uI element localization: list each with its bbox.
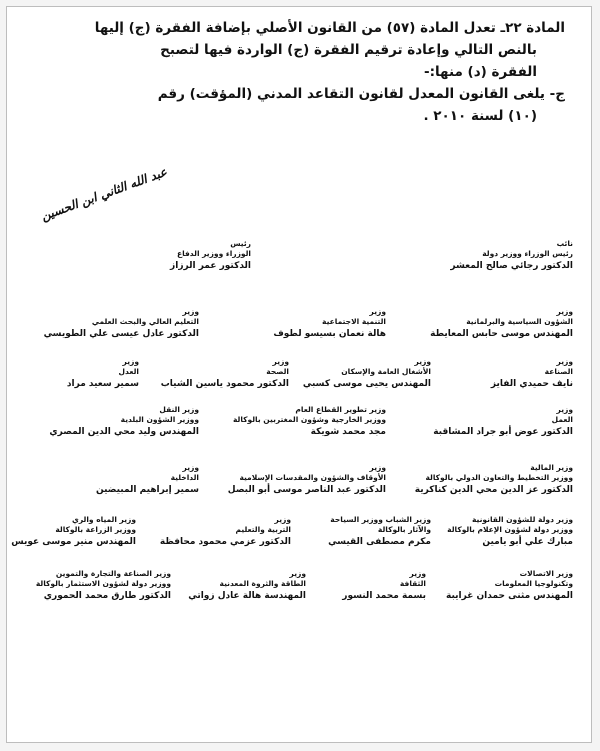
signatory-block: [21, 569, 171, 603]
clause-line: بالنص التالي وإعادة ترقيم الفقرة (ج) الواردة فيها لتصبح: [160, 42, 537, 58]
signatory-name: الدكتور محمود ياسين الشياب: [160, 379, 289, 389]
signatory-block: [176, 569, 306, 603]
signatory-title: ووزير الخارجية وشؤون المغتربين بالوكالة: [232, 415, 386, 424]
signatory-name: المهندس مثنى حمدان غرايبة: [446, 591, 573, 601]
signatory-name: سمير سعيد مراد: [66, 379, 139, 389]
royal-signature: عبد الله الثاني ابن الحسين: [39, 164, 169, 224]
signatory-block: [29, 357, 139, 391]
signatory-title: وزير: [182, 307, 199, 316]
signatory-title: وزير المالية: [530, 463, 573, 472]
signatory-title: وزير: [274, 515, 291, 524]
signatory-title: ووزير الزراعة بالوكالة: [55, 525, 136, 534]
signatory-block: [443, 357, 573, 391]
signatory-title: وزير: [556, 307, 573, 316]
signatory-title: الأشغال العامة والإسكان: [341, 367, 431, 376]
clause-line: (١٠) لسنة ٢٠١٠ .: [423, 108, 537, 124]
signatory-title: التعليم العالي والبحث العلمي: [91, 317, 199, 326]
clause-line: ج- يلغى القانون المعدل لقانون التقاعد المدني (المؤقت) رقم: [157, 86, 565, 102]
signatory-title: وزير النقل: [159, 405, 199, 414]
signatory-name: الدكتور طارق محمد الحموري: [43, 591, 171, 601]
signatory-title: وزير: [369, 463, 386, 472]
signatory-name: المهندس وليد محي الدين المصري: [49, 427, 199, 437]
signatory-name: الدكتور عبد الناصر موسى أبو البصل: [227, 485, 386, 495]
signatory-title: الثقافة: [399, 579, 426, 588]
signatory-title: وزير: [556, 357, 573, 366]
signatory-title: ووزير دولة لشؤون الاستثمار بالوكالة: [35, 579, 171, 588]
signatory-name: الدكتور عوض أبو جراد المشاقبة: [433, 427, 573, 437]
clause-line: الفقرة (د) منها:-: [423, 64, 537, 80]
signatory-title: الأوقاف والشؤون والمقدسات الإسلامية: [239, 473, 386, 482]
signatory-name: الدكتور عز الدين محي الدين كناكرية: [414, 485, 573, 495]
signatory-title: التربية والتعليم: [235, 525, 291, 534]
signatory-title: وزير الاتصالات: [519, 569, 573, 578]
clause-line: المادة ٢٢ـ تعدل المادة (٥٧) من القانون الأصلي بإضافة الفقرة (ج) إليها: [94, 20, 565, 36]
signatory-title: وزير: [182, 463, 199, 472]
signatory-block: [21, 405, 199, 439]
signatory-title: وزير: [414, 357, 431, 366]
signatory-title: نائب: [556, 239, 573, 248]
signatory-title: وزير: [289, 569, 306, 578]
signatory-block: [208, 405, 386, 439]
signatory-block: [208, 463, 386, 497]
signatory-name: الدكتور عادل عيسى علي الطويسي: [43, 329, 199, 339]
signatory-block: [21, 307, 199, 341]
signatory-block: [141, 515, 291, 549]
signatory-title: وزير: [369, 307, 386, 316]
signatory-title: الطاقة والثروة المعدنية: [219, 579, 306, 588]
signatory-title: الداخلية: [170, 473, 199, 482]
signatory-name: الدكتور عمر الرزاز: [170, 261, 251, 271]
signatory-title: وتكنولوجيا المعلومات: [494, 579, 573, 588]
signatory-title: وزير: [409, 569, 426, 578]
signatory-title: الشؤون السياسية والبرلمانية: [466, 317, 573, 326]
signatory-name: المهندس موسى حابس المعايطة: [430, 329, 573, 339]
signatory-title: وزير: [556, 405, 573, 414]
signatory-title: وزير: [122, 357, 139, 366]
signatory-name: سمير إبراهيم المبيضين: [95, 485, 199, 495]
signatory-block: [208, 307, 386, 341]
signatory-title: رئيس: [230, 239, 251, 248]
signatory-name: مكرم مصطفى القيسي: [328, 537, 431, 547]
signatory-name: مبارك علي أبو يامين: [482, 537, 573, 547]
signatory-title: ووزير التخطيط والتعاون الدولي بالوكالة: [425, 473, 573, 482]
signatory-title: العمل: [551, 415, 573, 424]
signatory-block: [21, 463, 199, 497]
signatory-name: نايف حميدي الفايز: [490, 379, 573, 389]
signatory-name: الدكتور عزمي محمود محافظة: [159, 537, 291, 547]
signatory-name: المهندسة هالة عادل زواتي: [188, 591, 306, 601]
signatory-title: وزير الشباب ووزير السياحة: [330, 515, 431, 524]
signatory-block: [433, 569, 573, 603]
signatory-title: التنمية الاجتماعية: [322, 317, 386, 326]
signatory-title: وزير المياه والري: [72, 515, 136, 524]
signatory-title: رئيس الوزراء ووزير دولة: [482, 249, 573, 258]
signatory-block: [73, 239, 251, 273]
signatory-name: المهندس يحيى موسى كسبي: [302, 379, 431, 389]
signatory-block: [316, 569, 426, 603]
signatory-block: [395, 239, 573, 273]
signatory-title: وزير دولة للشؤون القانونية: [472, 515, 573, 524]
signatory-title: وزير تطوير القطاع العام: [295, 405, 386, 414]
signatory-name: المهندس منير موسى عويس: [11, 537, 136, 547]
signatory-title: ووزير الشؤون البلدية: [120, 415, 199, 424]
signatory-block: [11, 515, 136, 549]
signatory-title: ووزير دولة لشؤون الإعلام بالوكالة: [447, 525, 573, 534]
signatory-title: وزير الصناعة والتجارة والتموين: [55, 569, 171, 578]
signatory-title: العدل: [118, 367, 139, 376]
signatory-title: الوزراء ووزير الدفاع: [176, 249, 251, 258]
signatory-block: [301, 357, 431, 391]
signatory-block: [291, 515, 431, 549]
document-page: [6, 6, 592, 743]
signatory-title: الصناعة: [544, 367, 573, 376]
signatory-block: [395, 463, 573, 497]
signatory-name: هالة نعمان بسيسو لطوف: [273, 329, 386, 339]
signatory-title: والآثار بالوكالة: [377, 525, 431, 534]
signatory-name: مجد محمد شويكة: [310, 427, 386, 437]
signatory-title: الصحة: [266, 367, 289, 376]
signatory-block: [149, 357, 289, 391]
signatory-block: [395, 405, 573, 439]
signatory-name: الدكتور رجائي صالح المعشر: [450, 261, 573, 271]
amendment-clause: [40, 17, 565, 127]
signatory-name: بسمة محمد النسور: [342, 591, 426, 601]
signatory-title: وزير: [272, 357, 289, 366]
signatory-block: [395, 307, 573, 341]
